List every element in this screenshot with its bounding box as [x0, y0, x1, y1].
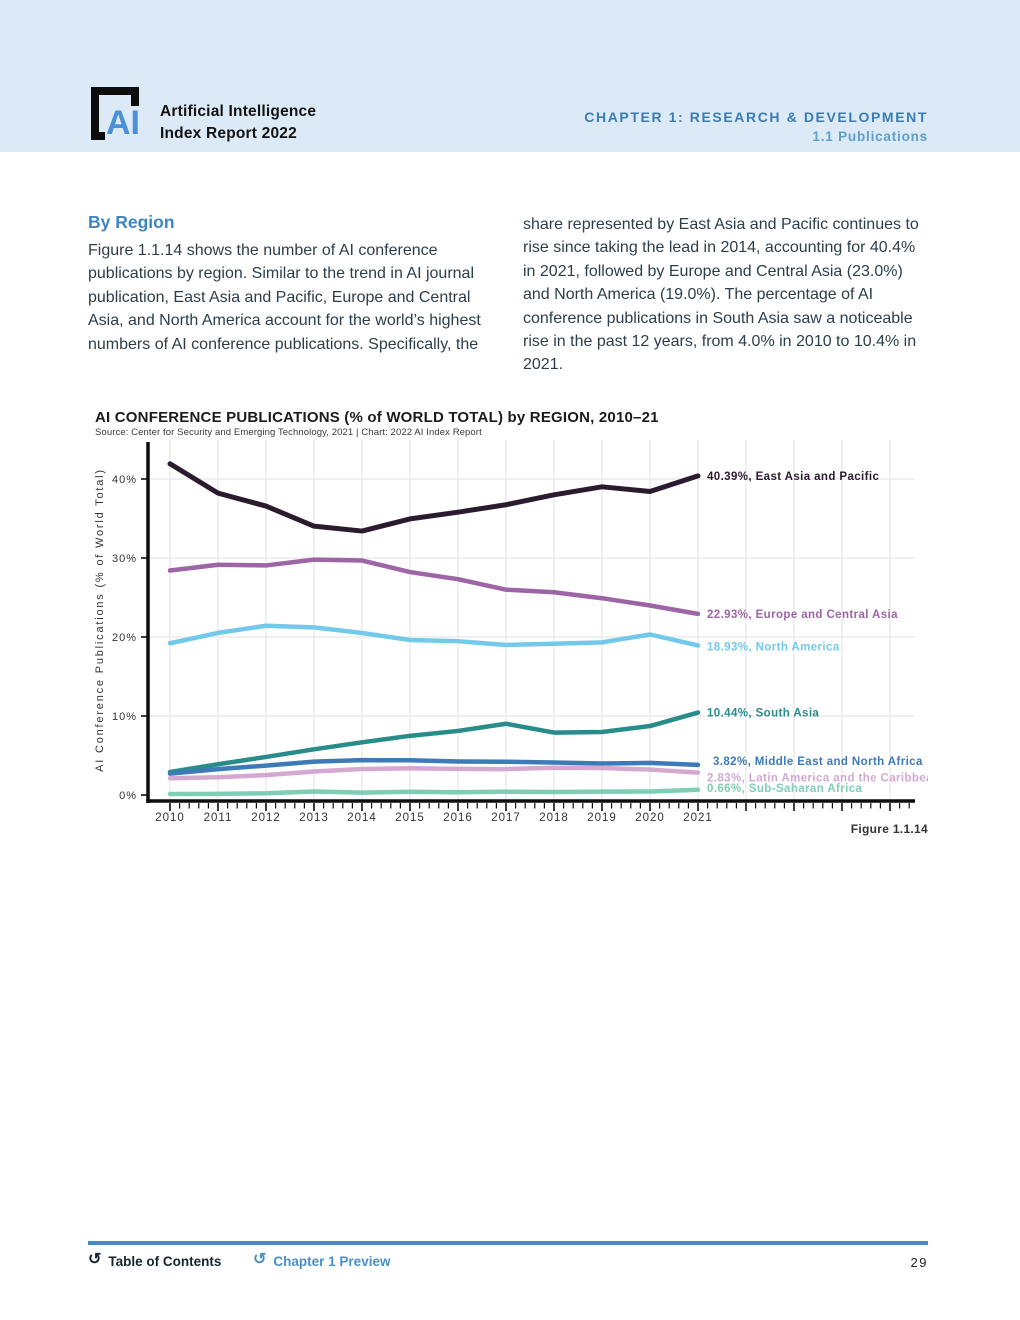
chapter-label: CHAPTER 1: RESEARCH & DEVELOPMENT: [584, 109, 928, 125]
back-arrow-icon: ↺: [253, 1251, 267, 1268]
y-tick-label: 0%: [119, 790, 137, 802]
region-line-chart: [88, 440, 928, 840]
chart-source-line: Source: Center for Security and Emerging Technology, 2021 | Chart: 2022 AI Index Report: [95, 427, 482, 438]
x-tick-label: 2021: [683, 812, 713, 824]
series-line-east-asia-and-pacific: [170, 464, 698, 531]
x-tick-label: 2019: [587, 812, 617, 824]
table-of-contents-label: Table of Contents: [108, 1253, 222, 1269]
x-tick-label: 2016: [443, 812, 473, 824]
body-text-column-right: share represented by East Asia and Pacific continues to rise since taking the lead in 2014, accounting for 40.4% in 2021, followed by Europe and Central Asia (23.0%) and North America (19.0%). The percentage of AI conference publications in South Asia saw a noticeable rise in the past 12 years, from 4.0% in 2010 to 10.4% in 2021.: [523, 216, 919, 374]
x-tick-label: 2013: [299, 812, 329, 824]
table-of-contents-link[interactable]: [88, 1253, 221, 1269]
region-line-chart-svg: [88, 440, 928, 840]
x-tick-label: 2017: [491, 812, 521, 824]
series-end-label-east-asia-and-pacific: 40.39%, East Asia and Pacific: [707, 470, 880, 483]
series-line-sub-saharan-africa: [170, 790, 698, 794]
chart-title: AI CONFERENCE PUBLICATIONS (% of WORLD TOTAL) by REGION, 2010–21: [95, 409, 659, 426]
logo-ai-text: AI: [106, 104, 140, 140]
x-tick-label: 2018: [539, 812, 569, 824]
body-text-column-left: Figure 1.1.14 shows the number of AI conference publications by region. Similar to the trend in AI journal publication, East Asia and Pacific, Europe and Central Asia, and North America account for the world’s highest numbers of AI conference publications. Specifically, the: [88, 242, 481, 353]
series-end-label-south-asia: 10.44%, South Asia: [707, 707, 820, 720]
y-tick-label: 10%: [111, 711, 137, 723]
chapter-header: [584, 109, 928, 144]
series-end-label-europe-and-central-asia: 22.93%, Europe and Central Asia: [707, 608, 898, 621]
x-tick-label: 2015: [395, 812, 425, 824]
y-tick-label: 20%: [111, 632, 137, 644]
chapter-preview-label: Chapter 1 Preview: [273, 1253, 391, 1269]
series-end-label-north-america: 18.93%, North America: [707, 641, 840, 654]
x-tick-label: 2020: [635, 812, 665, 824]
page-number: 29: [910, 1255, 928, 1270]
y-axis-title: AI Conference Publications (% of World Total): [94, 468, 106, 772]
report-title-line2: Index Report 2022: [160, 125, 297, 142]
report-title-line1: Artificial Intelligence: [160, 103, 317, 120]
ai-index-logo-icon: [88, 84, 150, 140]
y-tick-label: 30%: [111, 553, 137, 565]
x-tick-label: 2011: [203, 812, 233, 824]
figure-caption: Figure 1.1.14: [850, 822, 928, 836]
page-header: [0, 0, 1020, 152]
x-tick-label: 2012: [251, 812, 281, 824]
footer-divider: [88, 1241, 928, 1245]
series-line-latin-america-and-the-caribbean: [170, 768, 698, 779]
y-tick-label: 40%: [111, 474, 137, 486]
series-line-europe-and-central-asia: [170, 560, 698, 614]
section-label: 1.1 Publications: [812, 129, 928, 144]
x-tick-label: 2010: [155, 812, 185, 824]
report-title: [160, 101, 316, 145]
back-arrow-icon: ↺: [88, 1251, 102, 1268]
section-heading: By Region: [88, 212, 175, 232]
series-end-label-middle-east-and-north-africa: 3.82%, Middle East and North Africa: [713, 755, 923, 768]
x-tick-label: 2014: [347, 812, 377, 824]
series-end-label-latin-america-and-the-caribbean: 2.83%, Latin America and the Caribbean: [707, 772, 928, 785]
series-line-north-america: [170, 626, 698, 646]
chapter-preview-link[interactable]: [253, 1253, 390, 1269]
series-end-label-sub-saharan-africa: 0.66%, Sub-Saharan Africa: [707, 782, 863, 795]
